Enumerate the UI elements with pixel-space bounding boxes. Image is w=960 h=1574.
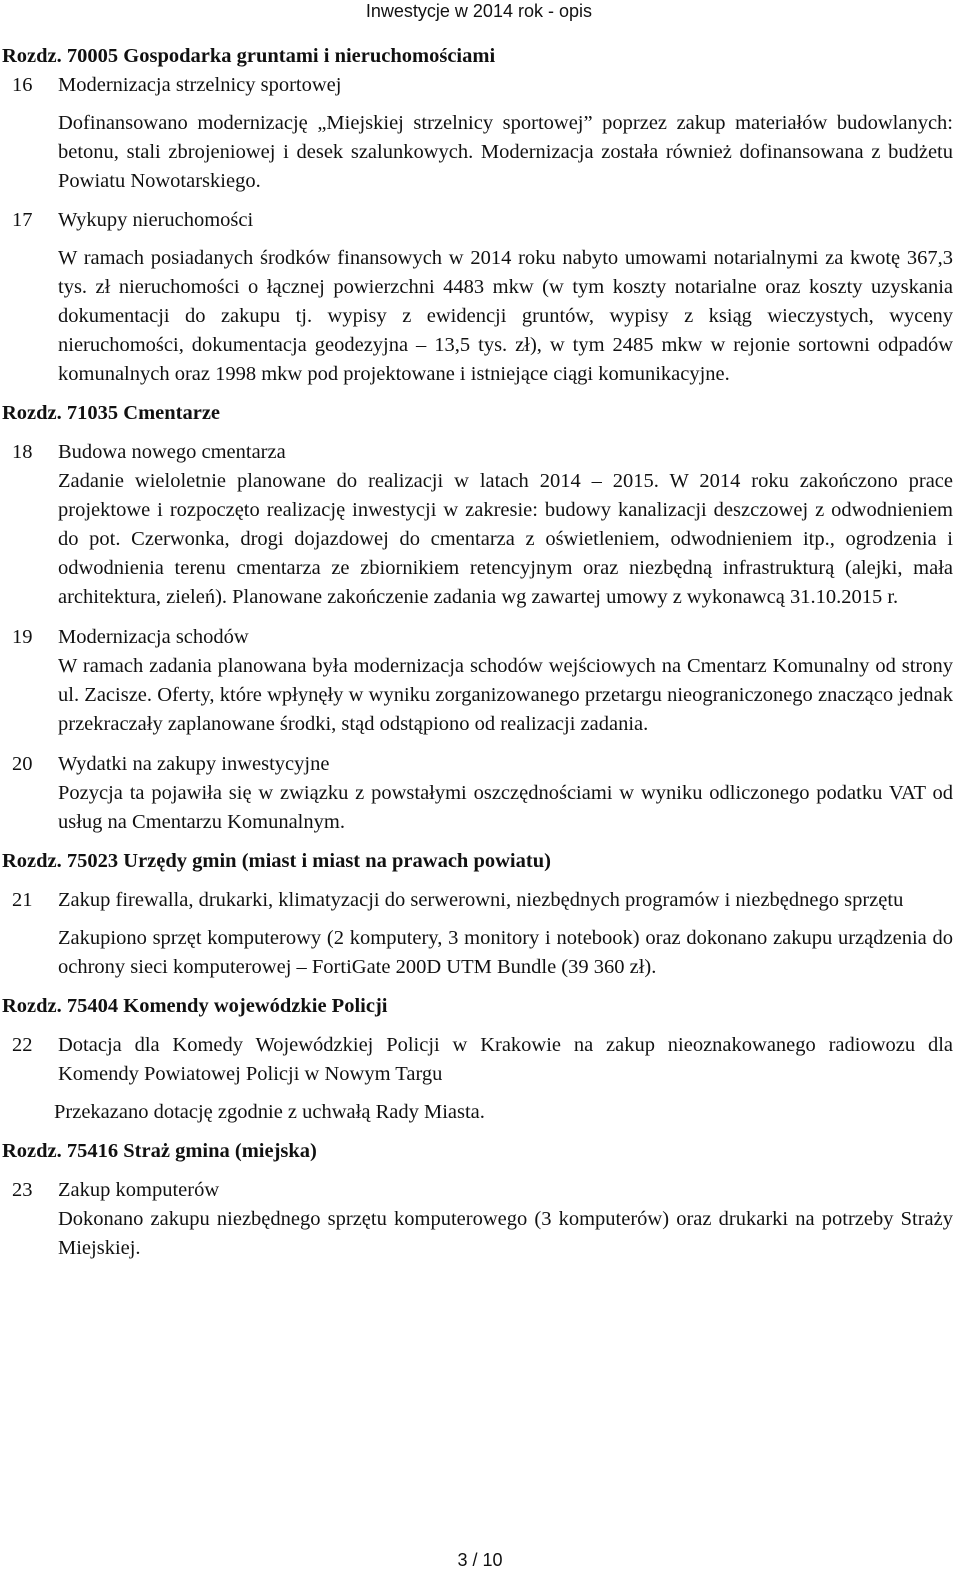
item-title: Wydatki na zakupy inwestycyjne [58, 753, 330, 775]
document-body [0, 42, 953, 1263]
item-description: W ramach zadania planowana była modernizacja schodów wejściowych na Cmentarz Komunalny od strony ul. Zacisze. Oferty, które wpłynęły w wyniku zorganizowanego przetargu nieograniczonego znacząco jednak przekraczały zaplanowane środki, stąd odstąpiono od realizacji zadania. [58, 655, 953, 735]
item-number: 20 [12, 753, 33, 775]
item-description: Dokonano zakupu niezbędnego sprzętu komputerowego (3 komputerów) oraz drukarki na potrzeby Straży Miejskiej. [58, 1208, 953, 1259]
item-number: 23 [12, 1179, 33, 1201]
item-16 [0, 71, 953, 196]
item-description: Pozycja ta pojawiła się w związku z powstałymi oszczędnościami w wyniku odliczonego podatku VAT od usług na Cmentarzu Komunalnym. [58, 782, 953, 833]
section-heading-75416: Rozdz. 75416 Straż gmina (miejska) [2, 1140, 317, 1162]
section-heading-75023: Rozdz. 75023 Urzędy gmin (miast i miast na prawach powiatu) [2, 850, 551, 872]
section-heading-75404: Rozdz. 75404 Komendy wojewódzkie Policji [2, 995, 388, 1017]
item-23 [0, 1176, 953, 1263]
page-header-title: Inwestycje w 2014 rok - opis [365, 1, 592, 21]
item-description: Dofinansowano modernizację „Miejskiej strzelnicy sportowej” poprzez zakup materiałów budowlanych: betonu, stali zbrojeniowej i desek szalunkowych. Modernizacja została również dofinansowana z budżetu Powiatu Nowotarskiego. [58, 112, 953, 192]
item-title: Dotacja dla Komedy Wojewódzkiej Policji w Krakowie na zakup nieoznakowanego radiowozu dla Komendy Powiatowej Policji w Nowym Targu [58, 1034, 953, 1085]
item-18 [0, 438, 953, 612]
item-number: 16 [12, 74, 33, 96]
item-number: 21 [12, 889, 33, 911]
item-description: Przekazano dotację zgodnie z uchwałą Rady Miasta. [54, 1101, 485, 1123]
item-description: W ramach posiadanych środków finansowych w 2014 roku nabyto umowami notarialnymi za kwotę 367,3 tys. zł nieruchomości o łącznej powierzchni 4483 mkw (w tym koszty notarialne oraz koszty uzyskania dokumentacji do zakupu tj. wypisy z ewidencji gruntów, wypisy z ksiąg wieczystych, wyceny nieruchomości, dokumentacja geodezyjna – 13,5 tys. zł), w tym 2485 mkw w rejonie sortowni odpadów komunalnych oraz 1998 mkw pod projektowane i istniejące ciągi komunikacyjne. [58, 247, 953, 385]
item-20 [0, 750, 953, 837]
item-17 [0, 206, 953, 389]
item-title: Wykupy nieruchomości [58, 209, 254, 231]
item-description: Zakupiono sprzęt komputerowy (2 komputery, 3 monitory i notebook) oraz dokonano zakupu urządzenia do ochrony sieci komputerowej – FortiGate 200D UTM Bundle (39 360 zł). [58, 927, 953, 978]
item-description: Zadanie wieloletnie planowane do realizacji w latach 2014 – 2015. W 2014 roku zakończono prace projektowe i rozpoczęto realizację inwestycji w zakresie: budowy kanalizacji deszczowej z odwodnieniem do pot. Czerwonka, drogi dojazdowej do cmentarza z oświetleniem, odwodnieniem itp., ogrodzenia i odwodnienia terenu cmentarza ze zbiornikiem retencyjnym oraz niezbędną infrastrukturą (alejki, mała architektura, zieleń). Planowane zakończenie zadania wg zawartej umowy z wykonawcą 31.10.2015 r. [58, 470, 953, 608]
item-title: Modernizacja schodów [58, 626, 249, 648]
item-22 [0, 1031, 953, 1127]
item-title: Zakup firewalla, drukarki, klimatyzacji do serwerowni, niezbędnych programów i niezbędnego sprzętu [58, 889, 904, 911]
page-number: 3 / 10 [457, 1550, 503, 1570]
item-21 [0, 886, 953, 982]
item-number: 17 [12, 209, 33, 231]
item-19 [0, 623, 953, 739]
item-number: 18 [12, 441, 33, 463]
item-title: Zakup komputerów [58, 1179, 220, 1201]
item-number: 22 [12, 1034, 33, 1056]
item-number: 19 [12, 626, 33, 648]
section-heading-71035: Rozdz. 71035 Cmentarze [2, 402, 221, 424]
item-title: Budowa nowego cmentarza [58, 441, 286, 463]
section-heading-70005: Rozdz. 70005 Gospodarka gruntami i nieruchomościami [2, 45, 496, 67]
item-title: Modernizacja strzelnicy sportowej [58, 74, 342, 96]
